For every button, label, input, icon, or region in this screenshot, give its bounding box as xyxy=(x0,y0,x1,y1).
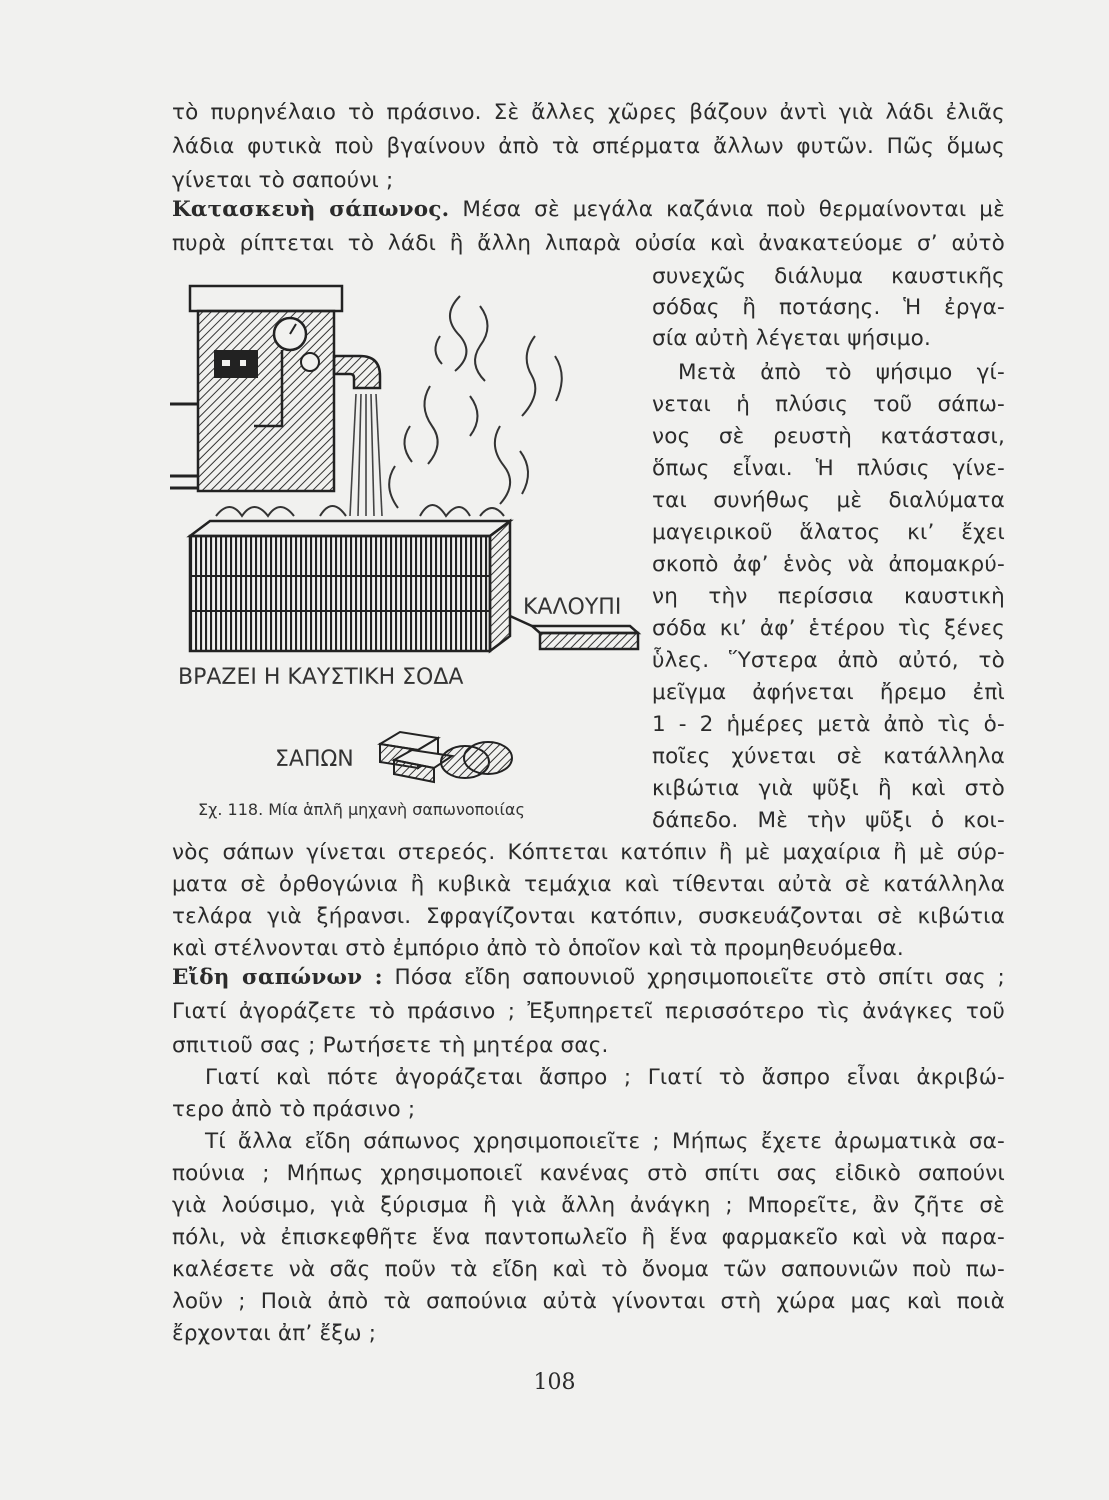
text-line: πυρὰ ρίπτεται τὸ λάδι ἢ ἄλλη λιπαρὰ οὐσία καὶ ἀνακατεύομε σ’ αὐτὸ xyxy=(172,231,1005,256)
text-line: τερο ἀπὸ τὸ πράσινο ; xyxy=(172,1097,416,1122)
text-line: κιβώτια γιὰ ψῦξι ἢ καὶ στὸ xyxy=(652,776,1005,801)
label-soap: ΣΑΠΩΝ xyxy=(275,747,354,772)
label-mold: ΚΑΛΟΥΠΙ xyxy=(523,595,622,620)
text-line: σπιτιοῦ σας ; Ρωτήσετε τὴ μητέρα σας. xyxy=(172,1033,609,1058)
text-line: ται συνήθως μὲ διαλύματα xyxy=(652,488,1005,513)
text-line: νὸς σάπων γίνεται στερεός. Κόπτεται κατόπιν ἢ μὲ μαχαίρια ἢ μὲ σύρ- xyxy=(172,840,1005,865)
text-line: πούνια ; Μήπως χρησιμοποιεῖ κανένας στὸ σπίτι σας εἰδικὸ σαπούνι xyxy=(172,1161,1005,1186)
text-line: νος σὲ ρευστὴ κατάστασι, xyxy=(652,424,1005,449)
section-line-soap-types xyxy=(172,961,1005,995)
boiling-tank xyxy=(190,521,510,651)
text-line: τὸ πυρηνέλαιο τὸ πράσινο. Σὲ ἄλλες χῶρες βάζουν ἀντὶ γιὰ λάδι ἐλιᾶς xyxy=(172,100,1005,125)
text-line: σόδας ἢ ποτάσης. Ἡ ἐργα- xyxy=(652,295,1005,320)
text-line: γιὰ λούσιμο, γιὰ ξύρισμα ἢ γιὰ ἄλλη ἀνάγκη ; Μπορεῖτε, ἂν ζῆτε σὲ xyxy=(172,1193,1005,1218)
text-line: καὶ στέλνονται στὸ ἐμπόριο ἀπὸ τὸ ὁποῖον καὶ τὰ προμηθευόμεθα. xyxy=(172,936,904,961)
text-line: γίνεται τὸ σαπούνι ; xyxy=(172,168,394,193)
text-line: νη τὴν περίσσια καυστικὴ xyxy=(652,584,1005,609)
text-line: συνεχῶς διάλυμα καυστικῆς xyxy=(652,264,1005,289)
mold-tray xyxy=(510,616,638,649)
soap-bars-icon xyxy=(380,732,512,782)
section-line-manufacture xyxy=(172,193,1005,227)
text-line: καλέσετε νὰ σᾶς ποῦν τὰ εἴδη καὶ τὸ ὄνομα τῶν σαπουνιῶν ποὺ πω- xyxy=(172,1257,1005,1282)
soap-machine-illustration xyxy=(170,276,650,836)
text-line: σία αὐτὴ λέγεται ψήσιμο. xyxy=(652,326,932,351)
figure-caption: Σχ. 118. Μία ἁπλῆ μηχανὴ σαπωνοποιίας xyxy=(198,800,525,819)
text-line: λάδια φυτικὰ ποὺ βγαίνουν ἀπὸ τὰ σπέρματα ἄλλων φυτῶν. Πῶς ὅμως xyxy=(172,134,1005,159)
text-span: Μέσα σὲ μεγάλα καζάνια ποὺ θερμαίνονται μὲ xyxy=(462,197,1005,222)
section-heading-manufacture: Κατασκευὴ σάπωνος. xyxy=(172,197,450,222)
pipe-and-stream xyxy=(334,356,382,516)
text-line: νεται ἡ πλύσις τοῦ σάπω- xyxy=(652,392,1005,417)
section-heading-soap-types: Εἴδη σαπώνων : xyxy=(172,965,383,990)
text-line: ἔρχονται ἀπ’ ἔξω ; xyxy=(172,1321,377,1346)
text-line: μαγειρικοῦ ἅλατος κι’ ἔχει xyxy=(652,520,1005,545)
text-line: ὅπως εἶναι. Ἡ πλύσις γίνε- xyxy=(652,456,1005,481)
text-line: Γιατί ἀγοράζετε τὸ πράσινο ; Ἐξυπηρετεῖ περισσότερο τὶς ἀνάγκες τοῦ xyxy=(172,999,1005,1024)
text-line: πόλι, νὰ ἐπισκεφθῆτε ἕνα παντοπωλεῖο ἢ ἕνα φαρμακεῖο καὶ νὰ παρα- xyxy=(172,1225,1005,1250)
label-boiling-caustic-soda: ΒΡΑΖΕΙ Η ΚΑΥΣΤΙΚΗ ΣΟΔΑ xyxy=(178,665,464,690)
text-line: λοῦν ; Ποιὰ ἀπὸ τὰ σαπούνια αὐτὰ γίνονται στὴ χώρα μας καὶ ποιὰ xyxy=(172,1289,1005,1314)
text-line: δάπεδο. Μὲ τὴν ψῦξι ὁ κοι- xyxy=(652,808,1005,833)
text-line: Μετὰ ἀπὸ τὸ ψήσιμο γί- xyxy=(678,360,1005,385)
text-line: μεῖγμα ἀφήνεται ἤρεμο ἐπὶ xyxy=(652,680,1005,705)
page-number: 108 xyxy=(533,1370,576,1395)
text-line: ὗλες. Ὕστερα ἀπὸ αὐτό, τὸ xyxy=(652,648,1005,673)
text-span: Πόσα εἴδη σαπουνιοῦ χρησιμοποιεῖτε στὸ σπίτι σας ; xyxy=(394,965,1005,990)
text-line: Τί ἄλλα εἴδη σάπωνος χρησιμοποιεῖτε ; Μήπως ἔχετε ἀρωματικὰ σα- xyxy=(205,1129,1005,1154)
boiler-cabinet xyxy=(170,286,342,491)
text-line: σόδα κι’ ἀφ’ ἑτέρου τὶς ξένες xyxy=(652,616,1005,641)
text-line: τελάρα γιὰ ξήρανσι. Σφραγίζονται κατόπιν, συσκευάζονται σὲ κιβώτια xyxy=(172,904,1005,929)
text-line: 1 - 2 ἡμέρες μετὰ ἀπὸ τὶς ὁ- xyxy=(652,712,1005,737)
text-line: Γιατί καὶ πότε ἀγοράζεται ἄσπρο ; Γιατί τὸ ἄσπρο εἶναι ἀκριβώ- xyxy=(205,1065,1005,1090)
text-line: σκοπὸ ἀφ’ ἑνὸς νὰ ἀπομακρύ- xyxy=(652,552,1005,577)
text-line: ματα σὲ ὀρθογώνια ἢ κυβικὰ τεμάχια καὶ τίθενται αὐτὰ σὲ κατάλληλα xyxy=(172,872,1005,897)
text-line: ποῖες χύνεται σὲ κατάλληλα xyxy=(652,744,1005,769)
